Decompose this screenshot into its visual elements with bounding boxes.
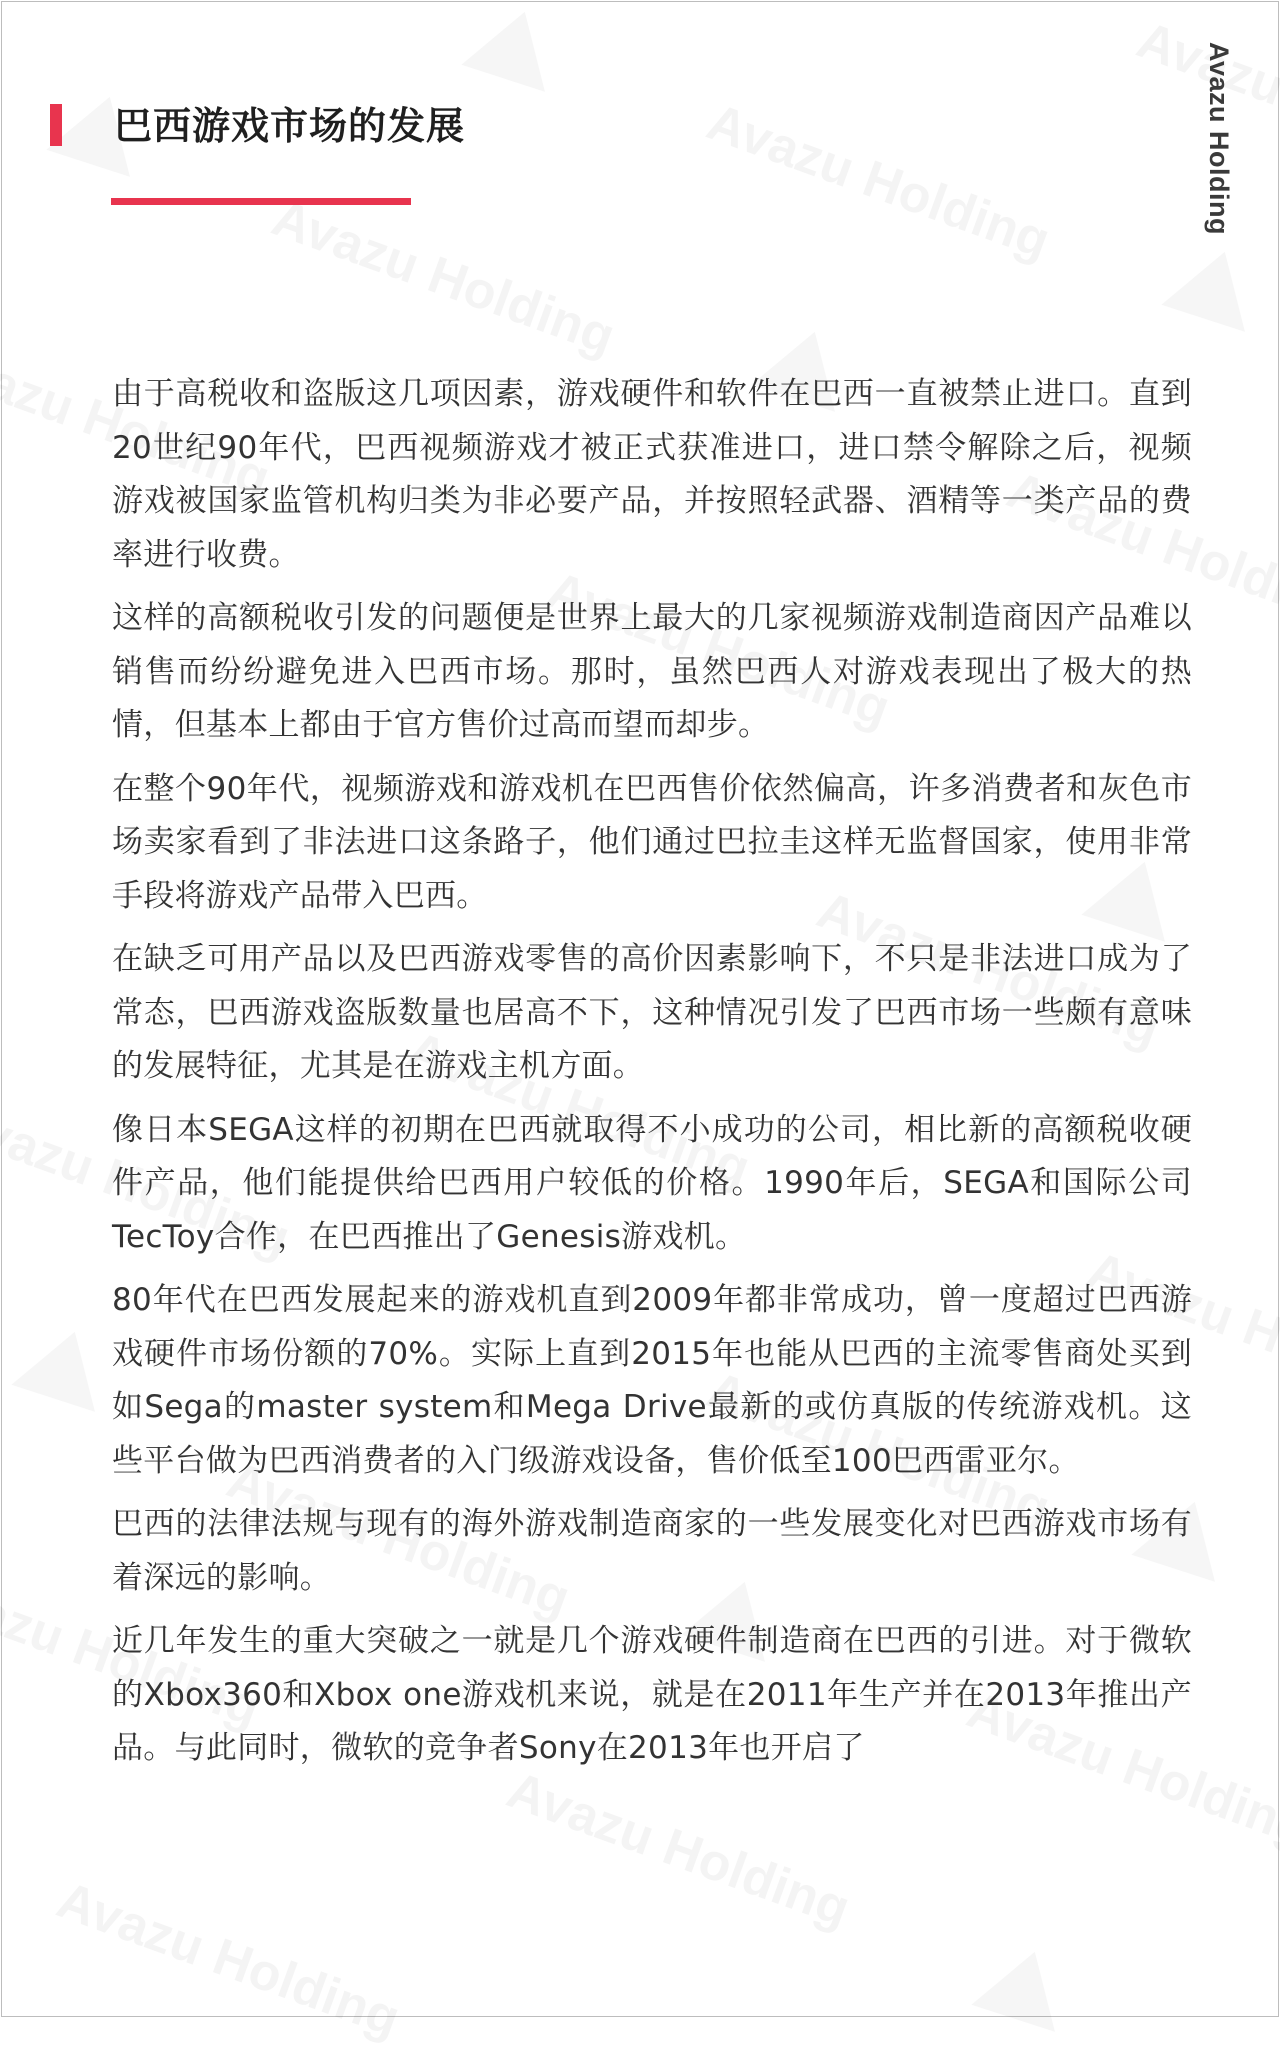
title-accent-bar [50, 104, 62, 146]
paragraph: 在整个90年代，视频游戏和游戏机在巴西售价依然偏高，许多消费者和灰色市场卖家看到了非法进口这条路子，他们通过巴拉圭这样无监督国家，使用非常手段将游戏产品带入巴西。 [112, 770, 1192, 914]
paragraph: 80年代在巴西发展起来的游戏机直到2009年都非常成功，曾一度超过巴西游戏硬件市场份额的70%。实际上直到2015年也能从巴西的主流零售商处买到如Sega的master system和Mega Drive最新的或仿真版的传统游戏机。这些平台做为巴西消费者的入门级游戏设备，售价低至100巴西雷亚尔。 [112, 1282, 1192, 1479]
paragraph: 巴西的法律法规与现有的海外游戏制造商家的一些发展变化对巴西游戏市场有着深远的影响。 [112, 1506, 1192, 1596]
paragraph: 像日本SEGA这样的初期在巴西就取得不小成功的公司，相比新的高额税收硬件产品，他们能提供给巴西用户较低的价格。1990年后，SEGA和国际公司TecToy合作，在巴西推出了Genesis游戏机。 [112, 1111, 1192, 1255]
paragraph: 在缺乏可用产品以及巴西游戏零售的高价因素影响下，不只是非法进口成为了常态，巴西游戏盗版数量也居高不下，这种情况引发了巴西市场一些颇有意味的发展特征，尤其是在游戏主机方面。 [112, 941, 1192, 1084]
paragraph: 由于高税收和盗版这几项因素，游戏硬件和软件在巴西一直被禁止进口。直到20世纪90年代，巴西视频游戏才被正式获准进口，进口禁令解除之后，视频游戏被国家监管机构归类为非必要产品，并按照轻武器、酒精等一类产品的费率进行收费。 [112, 376, 1192, 573]
paragraph: 近几年发生的重大突破之一就是几个游戏硬件制造商在巴西的引进。对于微软的Xbox360和Xbox one游戏机来说，就是在2011年生产并在2013年推出产品。与此同时，微软的竞争者Sony在2013年也开启了 [112, 1623, 1192, 1766]
title-underline [111, 198, 411, 205]
brand-logo-text: Avazu Holding [1204, 42, 1234, 235]
page-title: 巴西游戏市场的发展 [114, 104, 466, 148]
paragraph: 这样的高额税收引发的问题便是世界上最大的几家视频游戏制造商因产品难以销售而纷纷避免进入巴西市场。那时，虽然巴西人对游戏表现出了极大的热情，但基本上都由于官方售价过高而望而却步。 [112, 600, 1192, 743]
article-body [112, 368, 1192, 1786]
